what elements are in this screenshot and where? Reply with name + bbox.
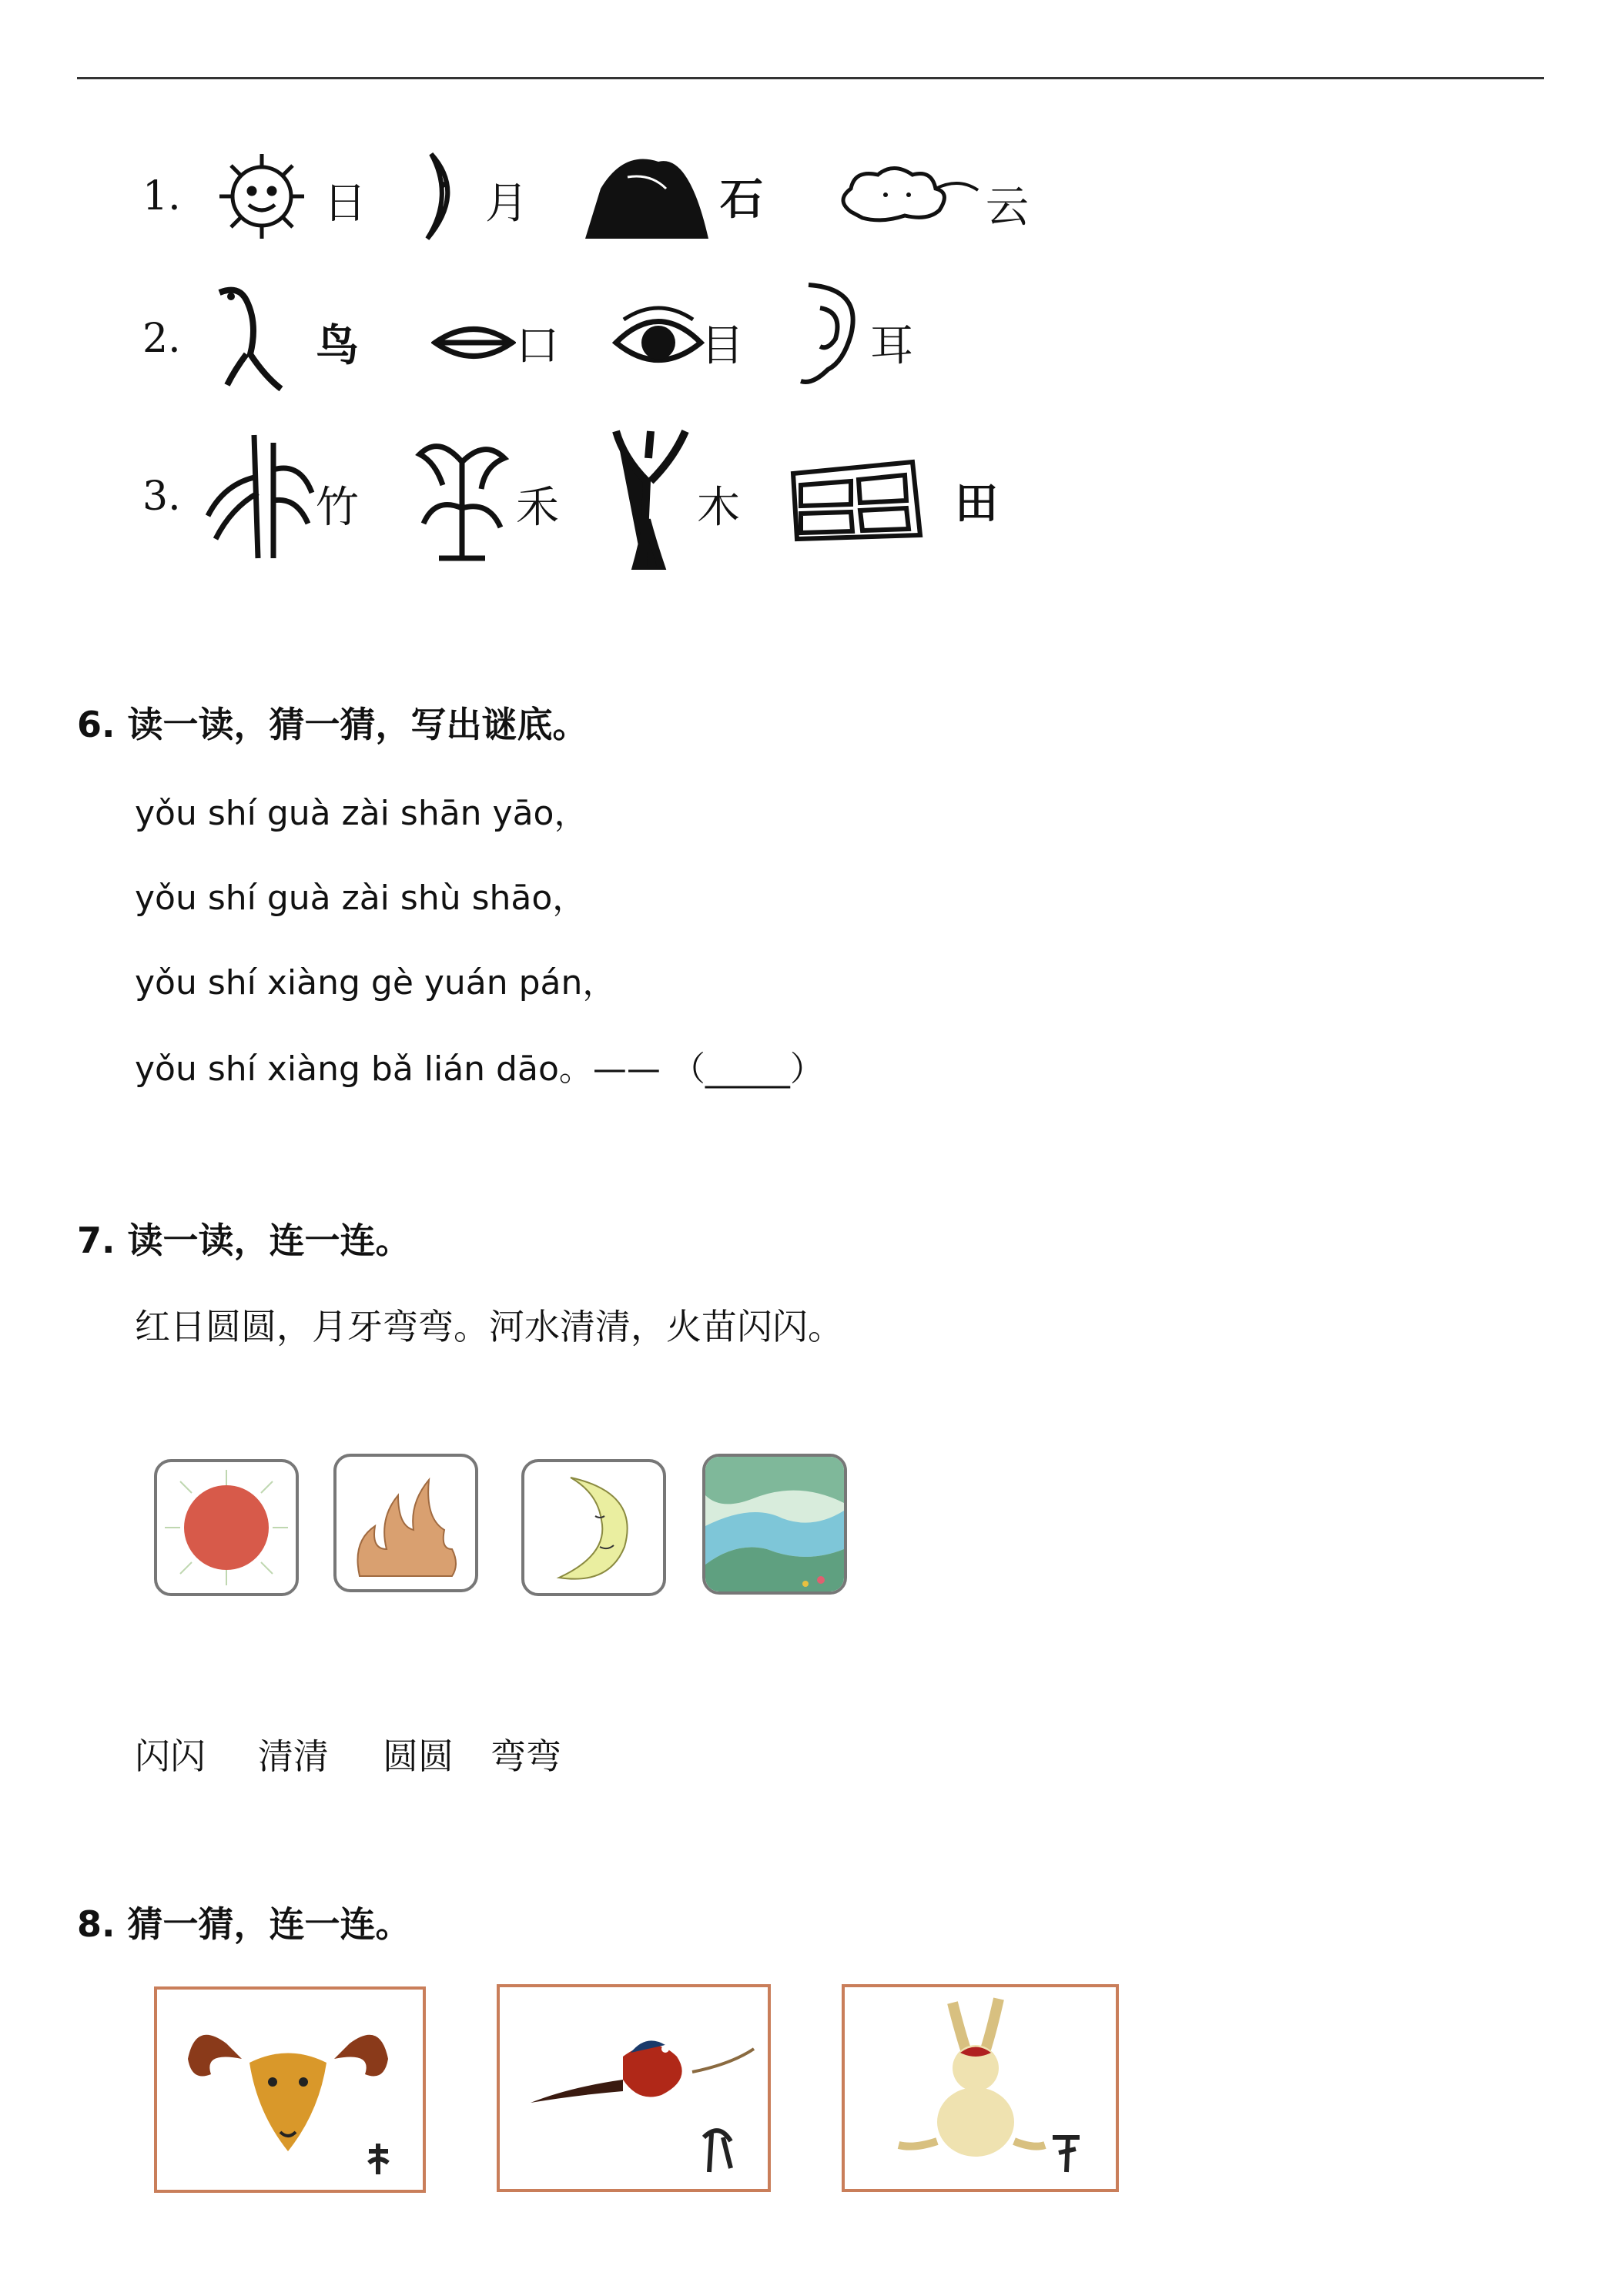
character-yue: 月 (485, 179, 528, 229)
river-icon (705, 1457, 844, 1591)
word-yuanyuan[interactable]: 圆圆 (383, 1735, 454, 1777)
character-er: 耳 (870, 321, 913, 371)
question-7-title: 7. 读一读，连一连。 (77, 1220, 411, 1261)
eye-pictograph-icon (612, 300, 705, 377)
sun-icon (157, 1462, 296, 1593)
word-qingqing[interactable]: 清清 (258, 1735, 329, 1777)
riddle-line-4: yǒu shí xiàng bǎ lián dāo。—— （_____） (135, 1049, 824, 1089)
river-picture-card[interactable] (702, 1454, 847, 1595)
top-rule (77, 77, 1544, 79)
character-mu-eye: 目 (701, 321, 744, 371)
tree-pictograph-icon (608, 427, 693, 570)
bird-picture-card[interactable] (497, 1984, 771, 2192)
rabbit-icon (845, 1987, 1116, 2189)
word-shanshan[interactable]: 闪闪 (135, 1735, 206, 1777)
mouth-pictograph-icon (431, 320, 516, 366)
moon-pictograph-icon (408, 150, 470, 243)
bamboo-pictograph-icon (200, 431, 316, 562)
moon-icon (524, 1462, 663, 1593)
character-shi: 石 (720, 174, 763, 225)
sun-picture-card[interactable] (154, 1459, 299, 1596)
row-number: 1. (142, 173, 181, 219)
row-number: 3. (142, 474, 181, 520)
character-kou: 口 (516, 321, 559, 371)
riddle-line-2: yǒu shí guà zài shù shāo， (135, 879, 587, 918)
goat-icon (157, 1990, 423, 2190)
grain-pictograph-icon (408, 431, 516, 562)
character-zhu: 竹 (316, 483, 359, 533)
riddle-line-1: yǒu shí guà zài shān yāo， (135, 794, 588, 833)
question-7-sentence: 红日圆圆，月牙弯弯。河水清清，火苗闪闪。 (135, 1306, 843, 1347)
rabbit-picture-card[interactable] (842, 1984, 1119, 2192)
fire-picture-card[interactable] (333, 1454, 478, 1592)
sun-pictograph-icon (204, 146, 320, 246)
fire-icon (337, 1457, 475, 1589)
field-pictograph-icon (789, 458, 924, 543)
character-ri: 日 (323, 179, 367, 229)
goat-picture-card[interactable] (154, 1986, 426, 2193)
moon-picture-card[interactable] (521, 1459, 666, 1596)
riddle-line-3: yǒu shí xiàng gè yuán pán， (135, 963, 617, 1002)
character-yun: 云 (986, 182, 1029, 233)
ear-pictograph-icon (785, 277, 870, 393)
question-6-title: 6. 读一读，猜一猜，写出谜底。 (77, 704, 588, 745)
character-tian: 田 (955, 478, 998, 529)
word-wanwan[interactable]: 弯弯 (491, 1735, 561, 1777)
bird-pictograph-icon (204, 285, 296, 393)
character-he: 禾 (516, 483, 559, 533)
stone-pictograph-icon (581, 146, 712, 243)
row-number: 2. (142, 316, 181, 362)
cloud-pictograph-icon (835, 158, 982, 235)
character-mu-tree: 木 (697, 483, 740, 533)
question-8-title: 8. 猜一猜，连一连。 (77, 1903, 411, 1945)
bird-icon (500, 1987, 768, 2189)
character-niao: 鸟 (316, 320, 359, 371)
